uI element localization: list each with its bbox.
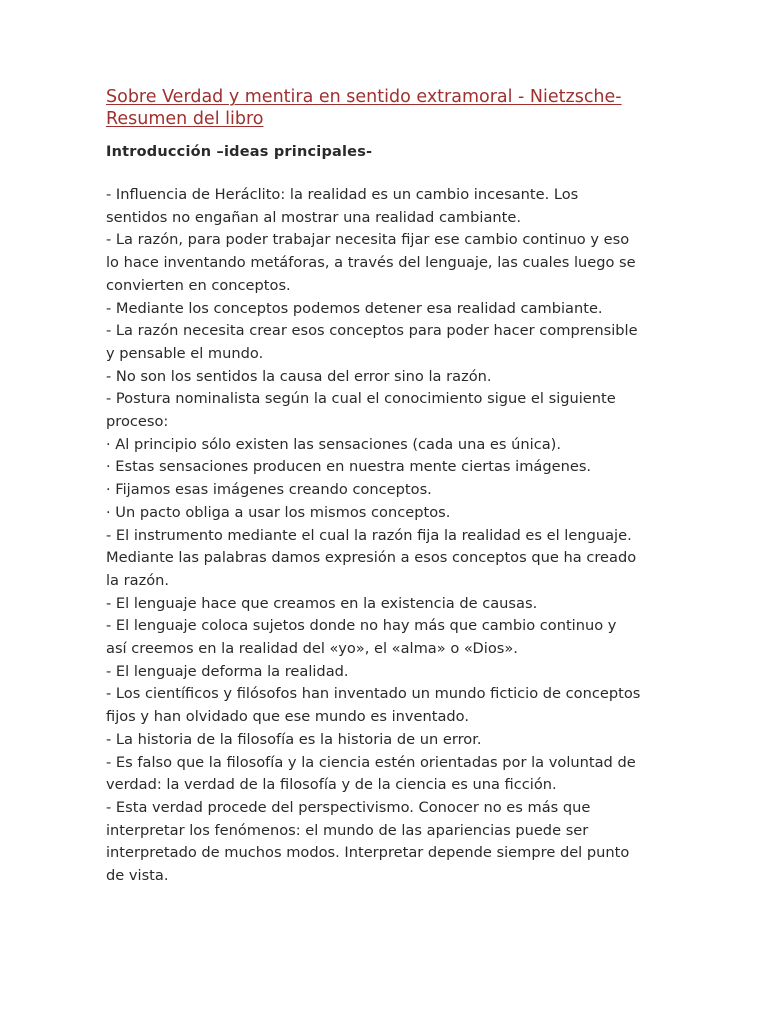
body-line: proceso: [106,413,169,431]
body-line: · Estas sensaciones producen en nuestra mente ciertas imágenes. [106,458,592,476]
body-line: interpretar los fenómenos: el mundo de las apariencias puede ser [106,821,589,839]
body-line: - Postura nominalista según la cual el conocimiento sigue el siguiente [106,390,616,408]
body-line: - Influencia de Heráclito: la realidad es un cambio incesante. Los [106,186,579,203]
body-line: Mediante las palabras damos expresión a esos conceptos que ha creado [106,549,637,567]
section-heading: Introducción –ideas principales- [106,144,373,160]
body-line: convierten en conceptos. [106,276,291,294]
body-line: - Los científicos y filósofos han inventado un mundo ficticio de conceptos [106,685,641,703]
title-line-1: Sobre Verdad y mentira en sentido extramoral - Nietzsche- [106,87,622,107]
body-line: · Un pacto obliga a usar los mismos conceptos. [106,503,451,521]
body-line: verdad: la verdad de la filosofía y de la ciencia es una ficción. [106,776,557,794]
document-title-link[interactable] [106,86,666,130]
document-page [106,86,666,888]
body-line: - No son los sentidos la causa del error sino la razón. [106,367,492,385]
body-line: - Mediante los conceptos podemos detener esa realidad cambiante. [106,299,603,317]
body-line: · Al principio sólo existen las sensaciones (cada una es única). [106,435,561,453]
title-line-2: Resumen del libro [106,109,264,129]
body-text [106,184,666,888]
body-line: - Esta verdad procede del perspectivismo. Conocer no es más que [106,798,591,816]
body-line: - El lenguaje coloca sujetos donde no hay más que cambio continuo y [106,617,617,635]
body-line: - La razón, para poder trabajar necesita fijar ese cambio continuo y eso [106,231,630,249]
body-line: y pensable el mundo. [106,344,264,362]
body-line: así creemos en la realidad del «yo», el «alma» o «Dios». [106,640,518,658]
body-line: sentidos no engañan al mostrar una realidad cambiante. [106,208,521,226]
body-line: - La historia de la filosofía es la historia de un error. [106,730,482,748]
body-line: · Fijamos esas imágenes creando conceptos. [106,481,432,499]
body-line: - El instrumento mediante el cual la razón fija la realidad es el lenguaje. [106,526,632,544]
body-line: - Es falso que la filosofía y la ciencia estén orientadas por la voluntad de [106,753,636,771]
body-line: la razón. [106,571,170,589]
body-line: - El lenguaje deforma la realidad. [106,662,349,680]
body-line: - El lenguaje hace que creamos en la existencia de causas. [106,594,538,612]
body-line: fijos y han olvidado que ese mundo es inventado. [106,708,469,726]
body-line: lo hace inventando metáforas, a través del lenguaje, las cuales luego se [106,254,636,272]
body-line: - La razón necesita crear esos conceptos para poder hacer comprensible [106,322,638,340]
body-line: interpretado de muchos modos. Interpretar depende siempre del punto [106,844,630,862]
body-line: de vista. [106,867,169,885]
